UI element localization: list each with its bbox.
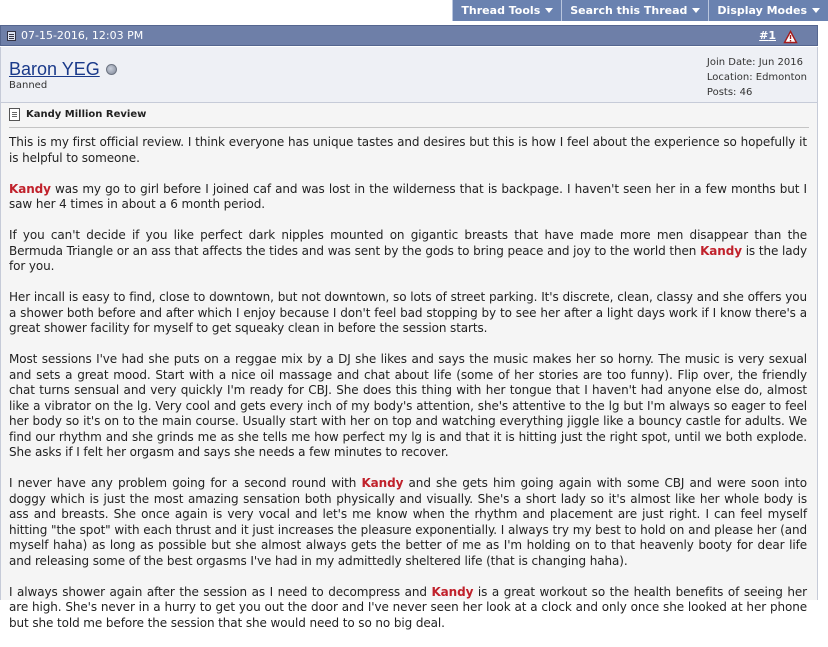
paragraph-text: Her incall is easy to find, close to downtown, but not downtown, so lots of street parking. It's discrete, clean, classy and she offers you a shower both before and after which I enjoy because I don't feel bad stopping by to see her after a light days work if I know there's a great shower facility for myself to get squeaky clean in before the session starts. (9, 290, 807, 335)
message-paragraph (9, 182, 807, 213)
caret-down-icon (812, 8, 820, 13)
message-paragraph (9, 135, 807, 166)
paragraph-text: This is my first official review. I think everyone has unique tastes and desires but this is how I feel about the experience so hopefully it is helpful to someone. (9, 135, 807, 165)
post-number-wrap (759, 26, 797, 45)
paragraph-text: I never have any problem going for a second round with (9, 476, 362, 490)
title-divider (9, 127, 809, 128)
thread-toolbar (0, 0, 828, 21)
display-modes-label: Display Modes (717, 4, 807, 17)
message-paragraph (9, 476, 807, 569)
message-paragraph (9, 290, 807, 337)
paragraph-text: was my go to girl before I joined caf and was lost in the wilderness that is backpage. I haven't seen her in a few months but I saw her 4 times in about a 6 month period. (9, 181, 807, 211)
user-info-panel (0, 47, 818, 103)
post-number-prefix: # (759, 29, 769, 42)
paragraph-text: is a great workout so the health benefits of seeing her are high. She's never in a hurry to get you out the door and I've never seen her look at a clock and only once she looked at her phone but she told me before the session that she would need to so no big deal. (9, 584, 807, 630)
post-date-wrap (7, 26, 143, 45)
post-date: 07-15-2016, 12:03 PM (21, 29, 144, 42)
message-paragraph (9, 228, 807, 275)
caret-down-icon (545, 8, 553, 13)
caret-down-icon (692, 8, 700, 13)
toolbar-menus (452, 0, 828, 21)
post-count: Posts: 46 (706, 87, 753, 98)
paragraph-text: If you can't decide if you like perfect dark nipples mounted on gigantic breasts that have made more men disappear than the Bermuda Triangle or an ass that affects the tides and was sent by the gods to bring peace and joy to the world then (9, 228, 807, 258)
search-thread-label: Search this Thread (570, 4, 688, 17)
join-date: Join Date: Jun 2016 (706, 57, 803, 68)
post-header-bar (0, 25, 818, 46)
message-paragraph (9, 352, 807, 461)
message-paragraph (9, 585, 807, 632)
user-location: Location: Edmonton (706, 72, 807, 83)
post-number: 1 (768, 29, 776, 42)
post-content (0, 103, 818, 630)
highlighted-name: Kandy (9, 181, 51, 196)
user-title: Banned (9, 80, 48, 91)
search-thread-menu[interactable] (561, 0, 708, 21)
paragraph-text: and she gets him going again with some CBJ and were soon into doggy which is just the most amazing sensation both physically and visually. She's a short lady so it's almost like her whole body is ass and breasts. She once again is very vocal and let's me know when the rhythm and placement are just right. I can feel myself hitting "the spot" with each thrust and it just increases the pleasure exponentially. I always try my best to hold on and please her (and myself haha) as long as possible but she almost always gets the better of me as I'm holding on to that heavenly booty for dear life and releasing some of the best orgasms I've had in my admittedly sheltered life (that is changing haha). (9, 476, 807, 568)
user-stats (707, 55, 807, 100)
post-title: Kandy Million Review (26, 109, 147, 120)
highlighted-name: Kandy (431, 584, 474, 599)
report-post-icon[interactable] (784, 30, 797, 42)
thread-tools-menu[interactable] (452, 0, 561, 21)
post-old-icon (7, 31, 16, 41)
username-wrap (9, 59, 117, 80)
display-modes-menu[interactable] (708, 0, 828, 21)
offline-status-icon (106, 64, 117, 75)
paragraph-text: I always shower again after the session as I need to decompress and (9, 584, 432, 599)
post-message (9, 135, 807, 647)
paragraph-text: is the lady for you. (9, 243, 808, 273)
post-title-icon (9, 108, 20, 121)
post-title-wrap (9, 108, 146, 121)
highlighted-name: Kandy (361, 476, 404, 490)
highlighted-name: Kandy (700, 243, 742, 258)
post-number-link[interactable] (759, 26, 776, 45)
paragraph-text: Most sessions I've had she puts on a reggae mix by a DJ she likes and says the music makes her so horny. The music is very sexual and sets a great mood. Start with a nice oil massage and chat about life (some of her stories are too funny). Flip over, the friendly chat turns sensual and very quickly I'm ready for CBJ. She does this thing with her tongue that I haven't had anyone else do, almost like a vibrator on the lg. Very cool and gets every inch of my body's attention, she's attentive to the lg but I'm always so eager to feel her body so it's on to the main course. Usually start with her on top and watching everything jiggle like a bouncy castle for adults. We find our rhythm and she grinds me as she tells me how perfect my lg is and that it is hitting just the right spot, until we both explode. She asks if I felt her orgasm and says she needs a few minutes to recover. (9, 352, 807, 459)
username-link[interactable]: Baron YEG (9, 59, 100, 79)
thread-tools-label: Thread Tools (461, 4, 541, 17)
